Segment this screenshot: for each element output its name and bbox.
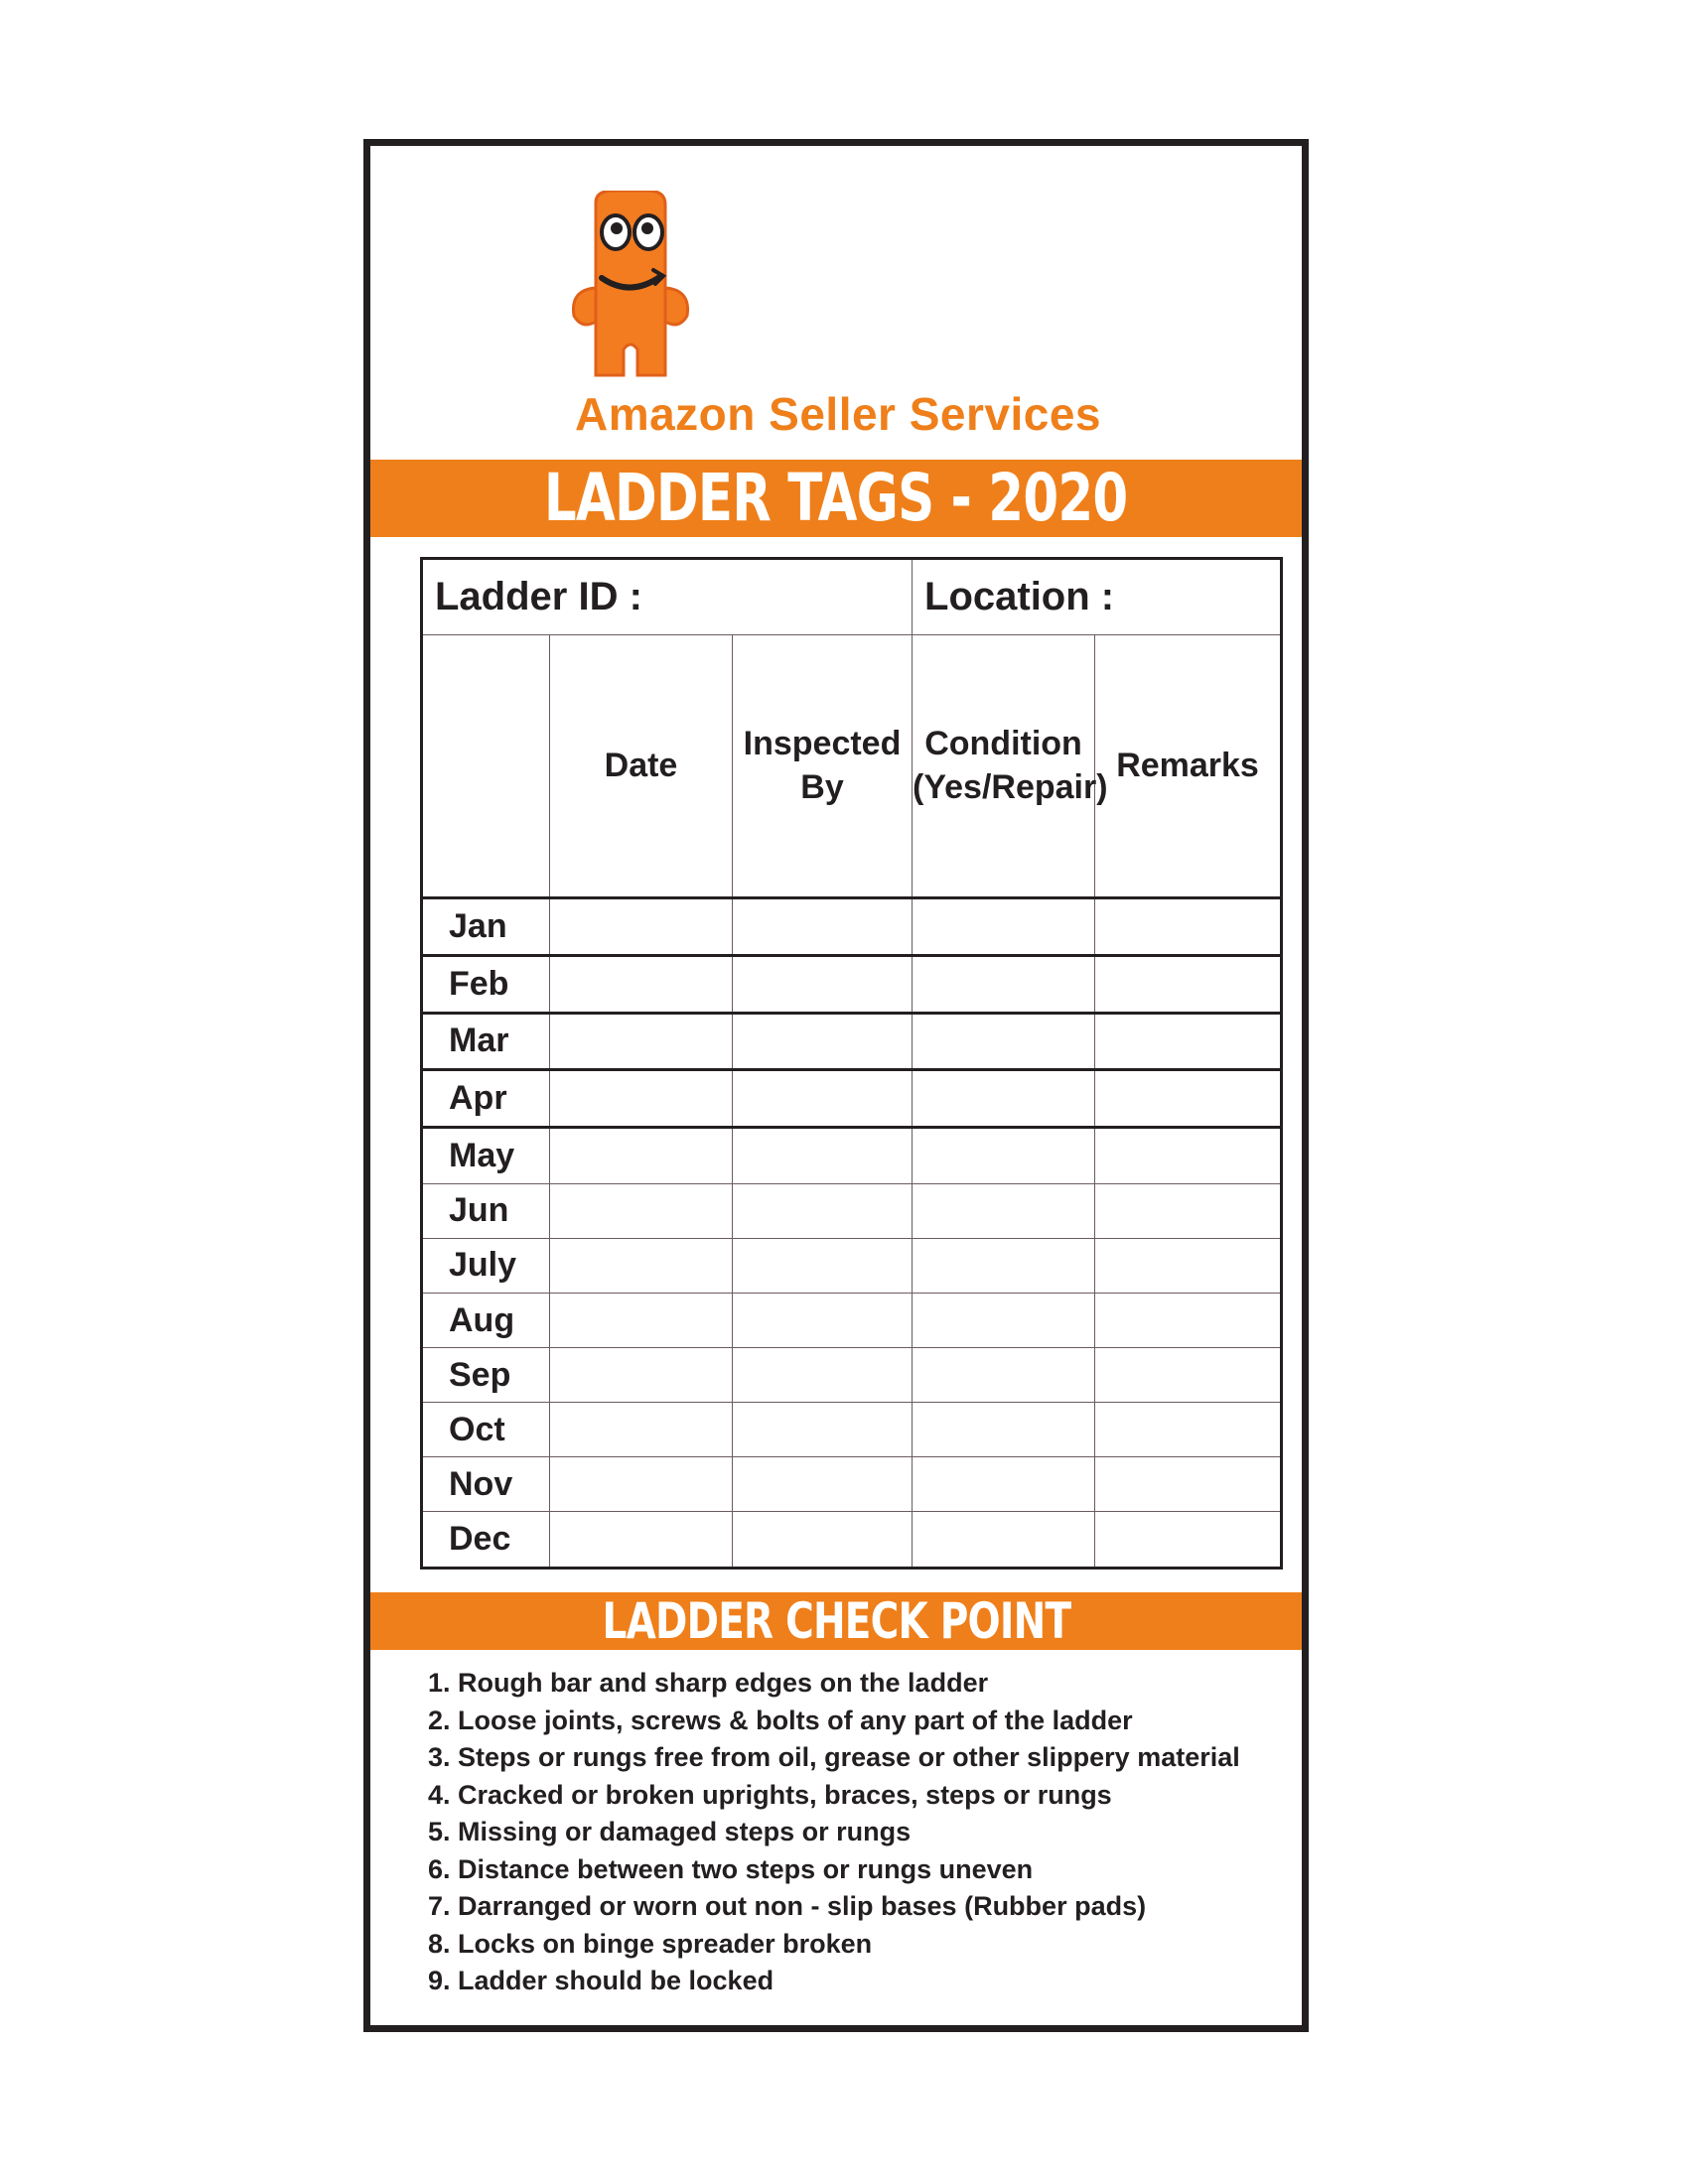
condition-cell[interactable] xyxy=(913,1512,1095,1569)
checkpoint-title: LADDER CHECK POINT xyxy=(602,1592,1070,1650)
checkpoint-item: 1. Rough bar and sharp edges on the ladder xyxy=(428,1668,989,1698)
checkpoint-item: 6. Distance between two steps or rungs uneven xyxy=(428,1853,1034,1884)
condition-cell[interactable] xyxy=(913,1403,1095,1457)
date-cell[interactable] xyxy=(550,1183,733,1238)
remarks-cell[interactable] xyxy=(1095,1070,1282,1128)
condition-cell[interactable] xyxy=(913,1457,1095,1512)
remarks-cell[interactable] xyxy=(1095,1013,1282,1070)
table-row xyxy=(422,1013,1282,1070)
remarks-cell[interactable] xyxy=(1095,1512,1282,1569)
condition-cell[interactable] xyxy=(913,1128,1095,1184)
date-cell[interactable] xyxy=(550,1070,733,1128)
table-row xyxy=(422,1070,1282,1128)
month-label: Jun xyxy=(422,1183,550,1238)
checkpoint-item: 9. Ladder should be locked xyxy=(428,1966,774,1995)
page-title: LADDER TAGS - 2020 xyxy=(544,460,1128,536)
location-field[interactable]: Location : xyxy=(913,559,1282,635)
date-cell[interactable] xyxy=(550,1457,733,1512)
table-row xyxy=(422,1128,1282,1184)
condition-cell[interactable] xyxy=(913,1070,1095,1128)
remarks-cell[interactable] xyxy=(1095,1403,1282,1457)
date-cell[interactable] xyxy=(550,1013,733,1070)
inspected-by-cell[interactable] xyxy=(733,1512,913,1569)
remarks-cell[interactable] xyxy=(1095,897,1282,955)
inspected-by-cell[interactable] xyxy=(733,1348,913,1403)
month-label: July xyxy=(422,1238,550,1293)
condition-cell[interactable] xyxy=(913,1013,1095,1070)
table-row xyxy=(422,1512,1282,1569)
header-inspected-by: Inspected By xyxy=(733,635,913,898)
inspected-by-cell[interactable] xyxy=(733,1183,913,1238)
table-row xyxy=(422,1238,1282,1293)
inspected-by-cell[interactable] xyxy=(733,1293,913,1347)
page-title-banner xyxy=(370,460,1302,537)
month-label: Feb xyxy=(422,955,550,1013)
date-cell[interactable] xyxy=(550,1348,733,1403)
checkpoint-item: 2. Loose joints, screws & bolts of any part of the ladder xyxy=(428,1705,1133,1735)
inspection-table xyxy=(420,557,1283,1570)
date-cell[interactable] xyxy=(550,955,733,1013)
remarks-cell[interactable] xyxy=(1095,1183,1282,1238)
checkpoint-item: 5. Missing or damaged steps or rungs xyxy=(428,1817,912,1846)
table-row xyxy=(422,1183,1282,1238)
table-row xyxy=(422,897,1282,955)
condition-cell[interactable] xyxy=(913,897,1095,955)
month-label: Apr xyxy=(422,1070,550,1128)
checkpoint-item: 3. Steps or rungs free from oil, grease or other slippery material xyxy=(428,1742,1240,1772)
inspected-by-cell[interactable] xyxy=(733,1128,913,1184)
id-location-row xyxy=(422,559,1282,635)
header-month xyxy=(422,635,550,898)
remarks-cell[interactable] xyxy=(1095,1457,1282,1512)
condition-cell[interactable] xyxy=(913,1183,1095,1238)
remarks-cell[interactable] xyxy=(1095,1348,1282,1403)
header-remarks: Remarks xyxy=(1095,635,1282,898)
month-label: Aug xyxy=(422,1293,550,1347)
date-cell[interactable] xyxy=(550,1293,733,1347)
table-row xyxy=(422,1403,1282,1457)
month-label: Sep xyxy=(422,1348,550,1403)
remarks-cell[interactable] xyxy=(1095,1238,1282,1293)
date-cell[interactable] xyxy=(550,1403,733,1457)
inspected-by-cell[interactable] xyxy=(733,1403,913,1457)
table-row xyxy=(422,955,1282,1013)
date-cell[interactable] xyxy=(550,897,733,955)
month-label: Oct xyxy=(422,1403,550,1457)
checkpoint-item: 7. Darranged or worn out non - slip bases (Rubber pads) xyxy=(428,1891,1147,1921)
inspected-by-cell[interactable] xyxy=(733,955,913,1013)
checkpoint-banner xyxy=(370,1592,1302,1650)
date-cell[interactable] xyxy=(550,1238,733,1293)
header-date: Date xyxy=(550,635,733,898)
month-label: Nov xyxy=(422,1457,550,1512)
table-row xyxy=(422,1293,1282,1347)
remarks-cell[interactable] xyxy=(1095,1293,1282,1347)
condition-cell[interactable] xyxy=(913,955,1095,1013)
ladder-id-field[interactable]: Ladder ID : xyxy=(422,559,913,635)
month-label: Jan xyxy=(422,897,550,955)
inspected-by-cell[interactable] xyxy=(733,1013,913,1070)
condition-cell[interactable] xyxy=(913,1348,1095,1403)
month-label: Dec xyxy=(422,1512,550,1569)
inspected-by-cell[interactable] xyxy=(733,1070,913,1128)
inspected-by-cell[interactable] xyxy=(733,1457,913,1512)
inspected-by-cell[interactable] xyxy=(733,1238,913,1293)
checkpoint-item: 8. Locks on binge spreader broken xyxy=(428,1928,873,1959)
date-cell[interactable] xyxy=(550,1512,733,1569)
date-cell[interactable] xyxy=(550,1128,733,1184)
condition-cell[interactable] xyxy=(913,1293,1095,1347)
company-name: Amazon Seller Services xyxy=(574,388,1102,440)
month-label: May xyxy=(422,1128,550,1184)
inspected-by-cell[interactable] xyxy=(733,897,913,955)
table-row xyxy=(422,1457,1282,1512)
ladder-tag-card xyxy=(363,139,1309,2032)
remarks-cell[interactable] xyxy=(1095,1128,1282,1184)
table-header-row xyxy=(422,635,1282,898)
checkpoint-item: 4. Cracked or broken uprights, braces, steps or rungs xyxy=(428,1779,1112,1810)
mascot-logo-icon xyxy=(556,191,705,379)
remarks-cell[interactable] xyxy=(1095,955,1282,1013)
checkpoint-list xyxy=(428,1665,1240,2000)
table-row xyxy=(422,1348,1282,1403)
header-condition: Condition (Yes/Repair) xyxy=(913,635,1095,898)
month-label: Mar xyxy=(422,1013,550,1070)
condition-cell[interactable] xyxy=(913,1238,1095,1293)
